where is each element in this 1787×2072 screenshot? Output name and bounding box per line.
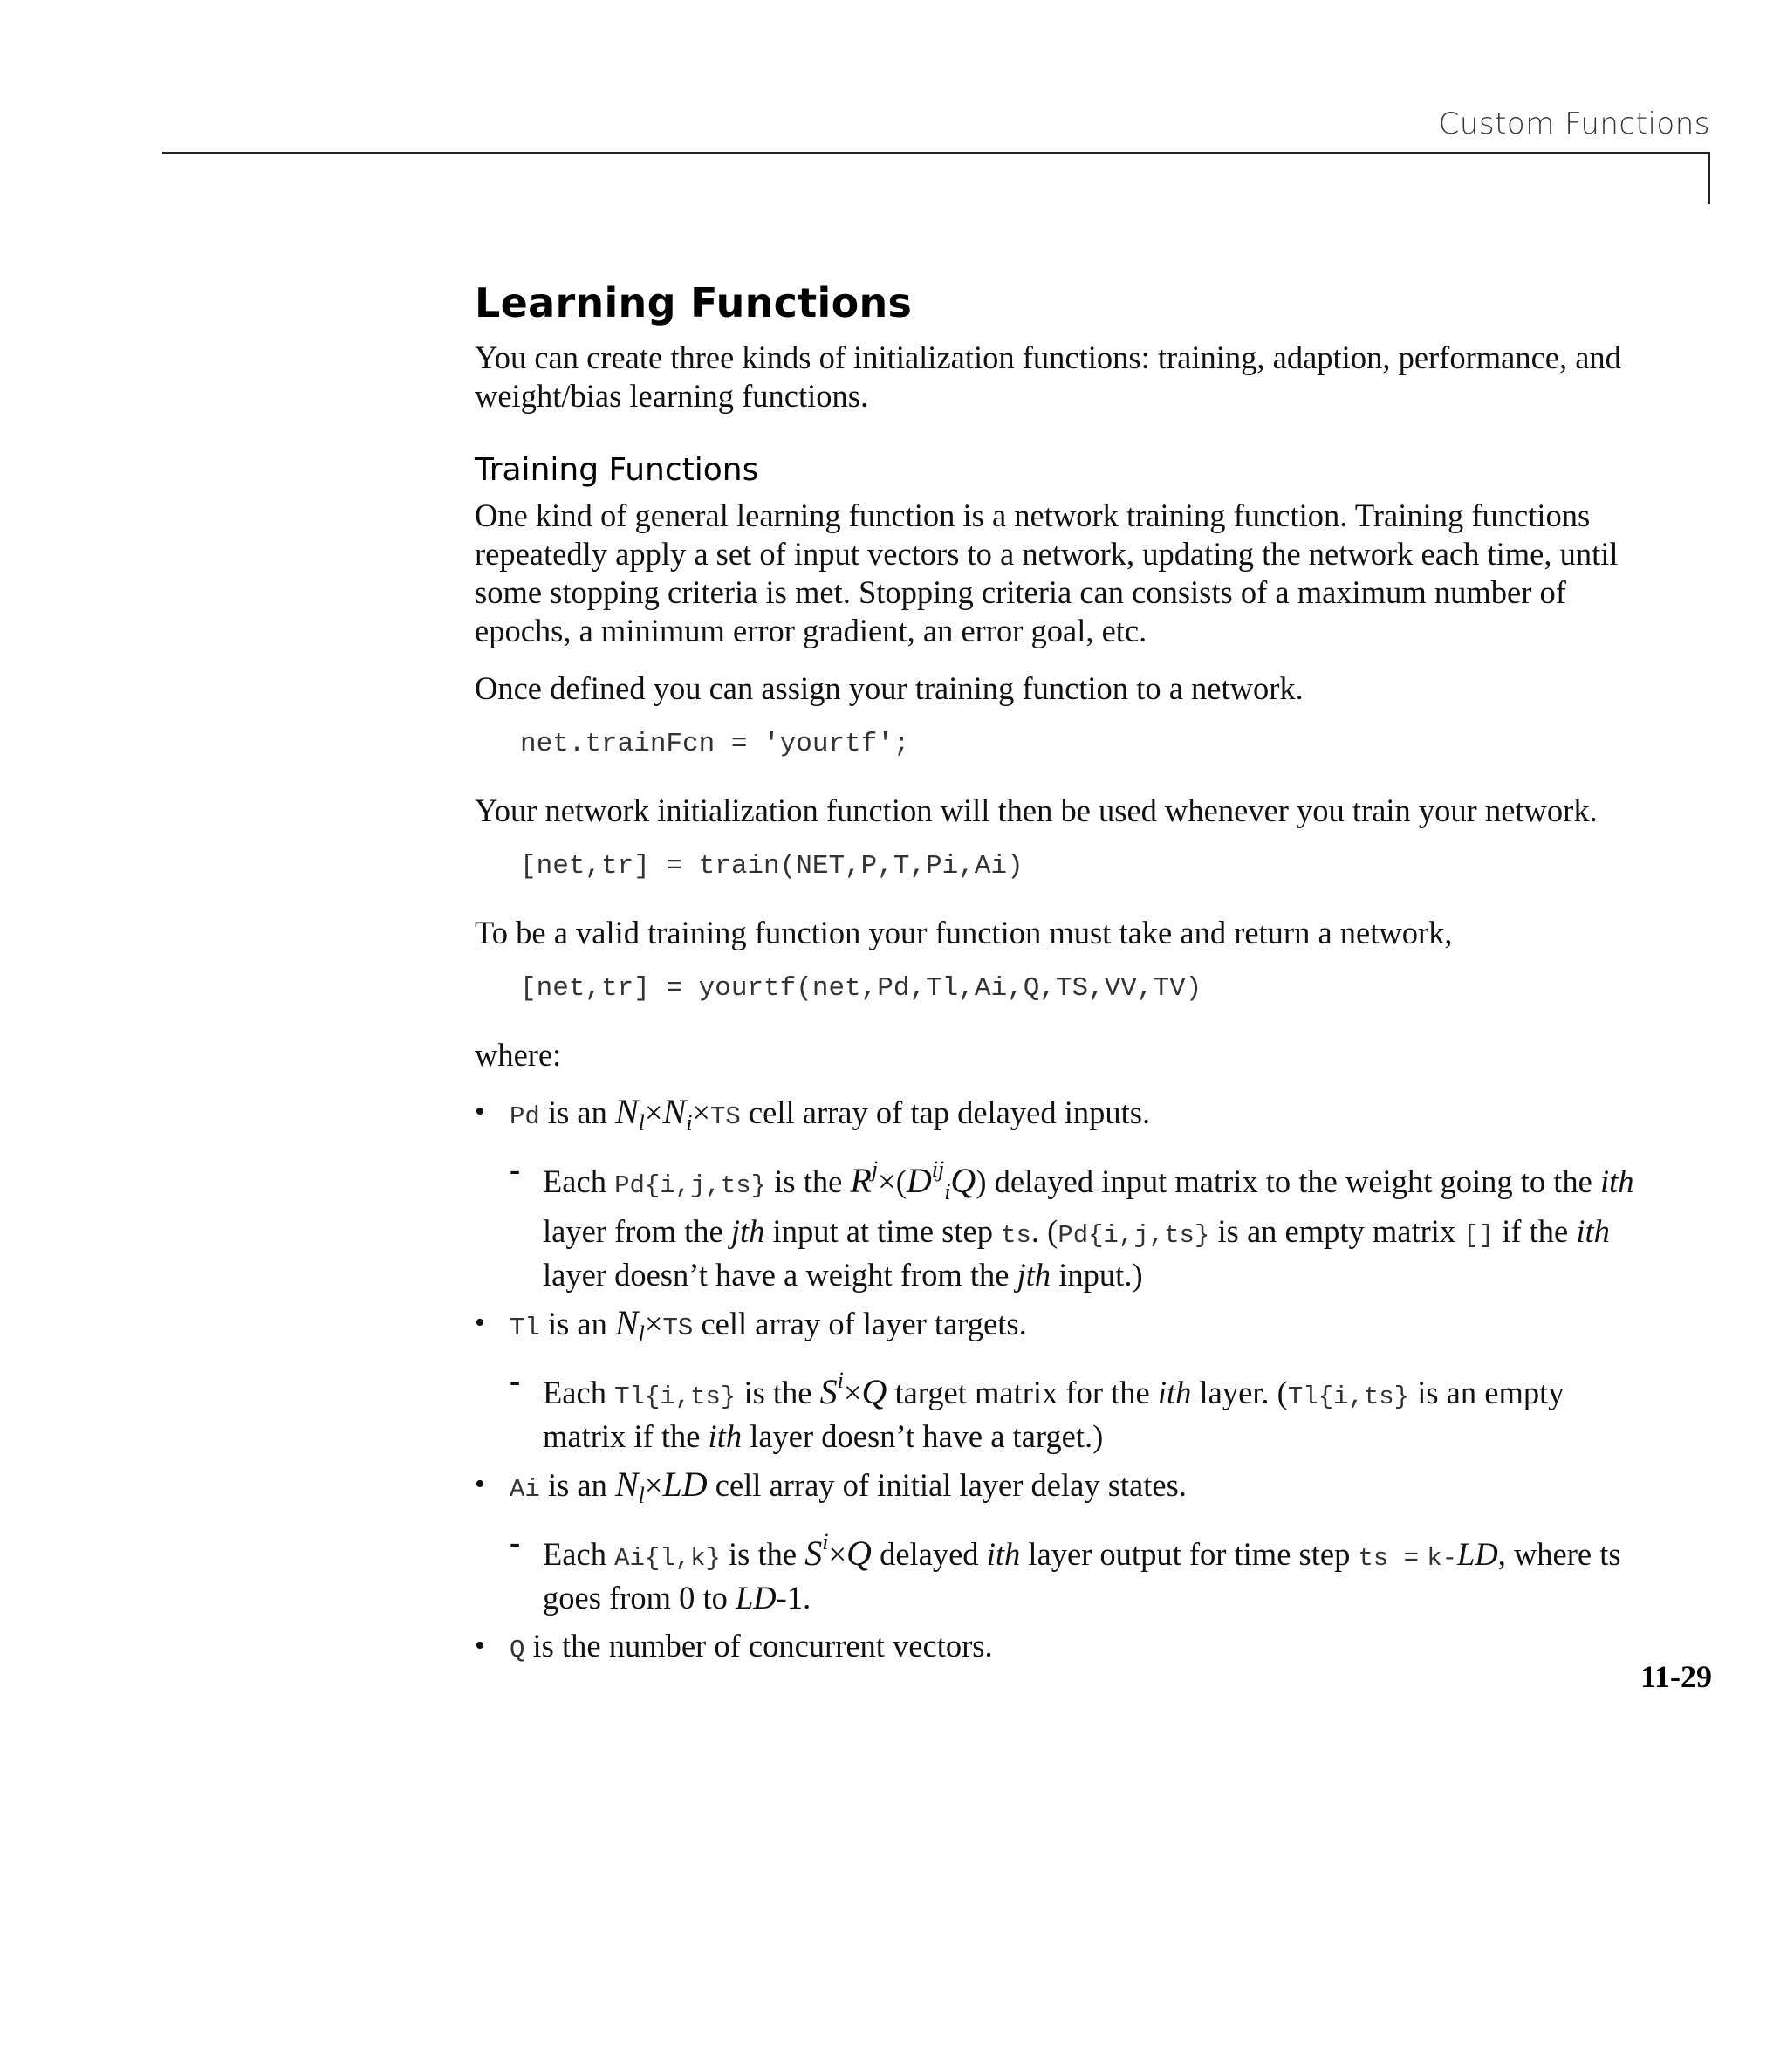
sub-item-pd: [510, 1149, 1635, 1294]
text: input at time step: [764, 1213, 1002, 1249]
text: input.): [1051, 1257, 1143, 1293]
sublist-pd: [510, 1149, 1635, 1294]
text: layer output for time step: [1020, 1536, 1359, 1572]
math-sub-l: l: [638, 1321, 645, 1347]
math-paren-close: ): [976, 1163, 987, 1199]
usage-paragraph: Your network initialization function will then be used whenever you train your network.: [475, 792, 1598, 828]
assign-paragraph: Once defined you can assign your training function to a network.: [475, 670, 1304, 706]
math-times: ×: [644, 1306, 663, 1341]
italic-ith: ith: [1576, 1213, 1610, 1249]
header-rule-tick: [1708, 152, 1710, 204]
text: target matrix for the: [887, 1375, 1158, 1410]
math-ld: LD: [662, 1465, 708, 1504]
math-q: Q: [950, 1161, 976, 1200]
math-s: S: [804, 1533, 823, 1573]
text: delayed input matrix to the weight going to the: [986, 1163, 1600, 1199]
italic-ld: LD: [736, 1580, 777, 1616]
math-sub-l: l: [638, 1483, 645, 1508]
text: if the: [1494, 1213, 1577, 1249]
math-sup-j: j: [871, 1156, 879, 1182]
list-item-ai: [475, 1465, 1635, 1617]
text: Each: [543, 1375, 615, 1410]
math-times: ×: [828, 1536, 847, 1572]
where-label: where:: [475, 1037, 562, 1073]
list-item-q: [475, 1626, 1635, 1670]
text: is an: [539, 1094, 615, 1130]
code-pd: Pd: [510, 1102, 540, 1131]
math-q: Q: [861, 1372, 887, 1411]
code-tl: Tl: [510, 1314, 540, 1342]
text: Each: [543, 1536, 615, 1572]
sublist-tl: [510, 1361, 1635, 1456]
code-ts: TS: [710, 1102, 741, 1131]
page-content: [475, 279, 1635, 1678]
text: is an empty matrix if the: [543, 1375, 1564, 1454]
code-ai-index: Ai{l,k}: [614, 1544, 721, 1573]
math-sub-l: l: [638, 1110, 645, 1135]
subsection-title: Training Functions: [475, 452, 759, 488]
math-n: N: [614, 1303, 639, 1342]
math-times: ×: [878, 1163, 896, 1199]
code-pd-index: Pd{i,j,ts}: [1058, 1221, 1210, 1250]
text: is the: [720, 1536, 805, 1572]
code-k-minus: k-: [1427, 1544, 1458, 1573]
math-times: ×: [644, 1094, 663, 1130]
text: layer. (: [1191, 1375, 1288, 1410]
code-pd-index: Pd{i,j,ts}: [614, 1171, 767, 1200]
text: cell array of layer targets.: [693, 1306, 1027, 1341]
list-item-tl: [475, 1303, 1635, 1456]
text: cell array of initial layer delay states.: [707, 1467, 1187, 1503]
code-yourtf-call: [net,tr] = yourtf(net,Pd,Tl,Ai,Q,TS,VV,TV): [520, 973, 1202, 1004]
text: delayed: [871, 1536, 987, 1572]
text: [1419, 1536, 1427, 1572]
code-ts-equals: ts =: [1358, 1544, 1420, 1573]
text: is an: [539, 1306, 615, 1341]
text: , where ts goes from 0 to: [543, 1536, 1621, 1616]
list-item-pd: [475, 1092, 1635, 1294]
code-tl-index: Tl{i,ts}: [614, 1382, 736, 1411]
sub-item-ai: [510, 1522, 1635, 1617]
text: Each: [543, 1163, 615, 1199]
italic-ith: ith: [1599, 1163, 1634, 1199]
text: is an empty matrix: [1209, 1213, 1464, 1249]
italic-jth: jth: [1017, 1257, 1051, 1293]
valid-paragraph: To be a valid training function your function must take and return a network,: [475, 915, 1453, 950]
text: is the number of concurrent vectors.: [524, 1628, 993, 1664]
code-trainfcn: net.trainFcn = 'yourtf';: [520, 729, 910, 759]
text: -1.: [776, 1580, 811, 1616]
math-q: Q: [846, 1533, 872, 1573]
math-sub-i: i: [686, 1110, 693, 1135]
training-paragraph: One kind of general learning function is a network training function. Training functions repeatedly apply a set of input vectors to a network, updating the network each time, until some stopping criteria is met. Stopping criteria can consists of a maximum number of epochs, a minimum error gradient, an error goal, etc.: [475, 497, 1619, 648]
math-sup-i: i: [837, 1368, 844, 1393]
math-d: D: [906, 1161, 932, 1200]
code-train-call: [net,tr] = train(NET,P,T,Pi,Ai): [520, 851, 1024, 882]
math-s: S: [819, 1372, 838, 1411]
math-n: N: [614, 1092, 639, 1131]
math-times: ×: [692, 1094, 711, 1130]
code-ts: TS: [662, 1314, 694, 1342]
math-r: R: [850, 1161, 872, 1200]
italic-ith: ith: [1157, 1375, 1192, 1410]
text: layer doesn’t have a target.): [742, 1418, 1104, 1454]
italic-jth: jth: [730, 1213, 765, 1249]
code-tl-index: Tl{i,ts}: [1287, 1382, 1410, 1411]
text: layer from the: [543, 1213, 731, 1249]
italic-ith: ith: [986, 1536, 1021, 1572]
math-sub-i: i: [944, 1179, 951, 1204]
code-ai: Ai: [510, 1475, 540, 1504]
text: is an: [539, 1467, 615, 1503]
math-sup-i: i: [822, 1529, 829, 1554]
section-title: Learning Functions: [475, 279, 913, 326]
math-sup-ij: ij: [931, 1156, 945, 1182]
math-paren-open: (: [895, 1163, 907, 1199]
text: . (: [1030, 1213, 1058, 1249]
code-empty-matrix: []: [1463, 1221, 1495, 1250]
running-header: Custom Functions: [1438, 106, 1710, 141]
math-times: ×: [843, 1375, 862, 1410]
text: is the: [736, 1375, 820, 1410]
header-rule: [162, 152, 1710, 154]
italic-ld: LD: [1457, 1536, 1498, 1572]
intro-paragraph: You can create three kinds of initialization functions: training, adaption, performance, and weight/bias learning functions.: [475, 340, 1621, 414]
text: layer doesn’t have a weight from the: [543, 1257, 1017, 1293]
text: cell array of tap delayed inputs.: [740, 1094, 1151, 1130]
math-n: N: [662, 1092, 687, 1131]
code-ts-var: ts: [1001, 1221, 1031, 1250]
code-q: Q: [510, 1636, 525, 1664]
math-times: ×: [644, 1467, 663, 1503]
sublist-ai: [510, 1522, 1635, 1617]
argument-list: [475, 1092, 1635, 1670]
sub-item-tl: [510, 1361, 1635, 1456]
math-n: N: [614, 1465, 639, 1504]
italic-ith: ith: [708, 1418, 743, 1454]
text: is the: [766, 1163, 851, 1199]
page-number: 11-29: [1640, 1659, 1712, 1694]
